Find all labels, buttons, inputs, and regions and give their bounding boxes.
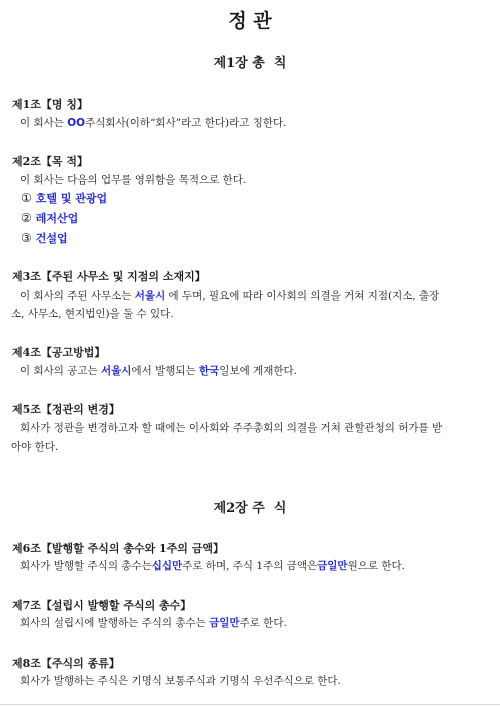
item-number: ② (21, 211, 32, 225)
article-3-heading: 제3조【주된 사무소 및 지점의 소재지】 (12, 270, 206, 283)
company-name-placeholder: OO (67, 117, 86, 129)
article-2-text: 이 회사는 다음의 업무를 영위함을 목적으로 한다. (20, 174, 247, 186)
article-8-text: 회사가 발행하는 주식은 기명식 보통주식과 기명식 우선주식으로 한다. (20, 675, 341, 687)
newspaper-placeholder: 한국 (199, 365, 220, 377)
chapter-2-heading: 제2장 주 식 (213, 501, 287, 516)
text-segment: 회사의 설립시에 발행하는 주식의 총수는 (20, 617, 210, 629)
purpose-item-2 (21, 210, 78, 226)
share-count-placeholder: 금일만 (209, 617, 240, 629)
text-segment: 주식회사(이하“회사”라고 한다)라고 칭한다. (85, 117, 287, 129)
purpose-item-1 (21, 190, 107, 206)
location-placeholder: 서울시 (101, 365, 132, 377)
document-title: 정 관 (228, 10, 272, 32)
purpose-item-3 (21, 230, 68, 246)
text-segment: 주로 하며, 주식 1주의 금액은 (182, 560, 318, 572)
text-segment: 일보에 게재한다. (219, 365, 297, 377)
text-segment: 이 회사는 (20, 117, 68, 129)
article-5-text: 회사가 정관을 변경하고자 할 때에는 이사회와 주주총회의 의결을 거쳐 관할관청의 허가를 받 (20, 422, 443, 434)
text-segment: 에 두며, 필요에 따라 이사회의 의결을 거쳐 지점(지소, 출장 (165, 290, 440, 302)
text-segment: 이 회사의 공고는 (20, 365, 102, 377)
article-5-text-cont: 아야 한다. (11, 441, 59, 453)
text-segment: 회사가 발행할 주식의 총수는 (20, 560, 152, 572)
item-text: 호텔 및 관광업 (35, 192, 108, 205)
chapter-1-heading: 제1장 총 칙 (213, 56, 287, 71)
article-8-heading: 제8조【주식의 종류】 (12, 657, 120, 670)
article-1-text (20, 115, 286, 130)
article-3-text-cont: 소, 사무소, 현지법인)을 둘 수 있다. (11, 308, 174, 320)
article-6-text (20, 558, 405, 573)
share-count-placeholder: 십십만 (151, 560, 183, 572)
page-bottom-divider (0, 704, 500, 705)
item-text: 건설업 (35, 232, 68, 245)
text-segment: 이 회사의 주된 사무소는 (20, 290, 135, 302)
article-4-text (20, 363, 297, 378)
article-1-heading: 제1조【명 칭】 (12, 98, 88, 111)
share-amount-placeholder: 금일만 (317, 560, 348, 572)
item-number: ③ (21, 231, 32, 245)
text-segment: 에서 발행되는 (131, 365, 199, 377)
article-6-heading: 제6조【발행할 주식의 총수와 1주의 금액】 (12, 542, 225, 555)
article-7-text (20, 615, 287, 630)
article-5-heading: 제5조【정관의 변경】 (12, 403, 120, 416)
text-segment: 원으로 한다. (347, 560, 405, 572)
location-placeholder: 서울시 (134, 290, 166, 302)
text-segment: 주로 한다. (239, 617, 287, 629)
article-2-heading: 제2조【목 적】 (12, 155, 88, 168)
article-3-text (20, 288, 439, 303)
article-4-heading: 제4조【공고방법】 (12, 346, 106, 359)
article-7-heading: 제7조【설립시 발행할 주식의 총수】 (12, 599, 192, 612)
item-text: 레저산업 (35, 212, 79, 225)
item-number: ① (21, 191, 32, 205)
